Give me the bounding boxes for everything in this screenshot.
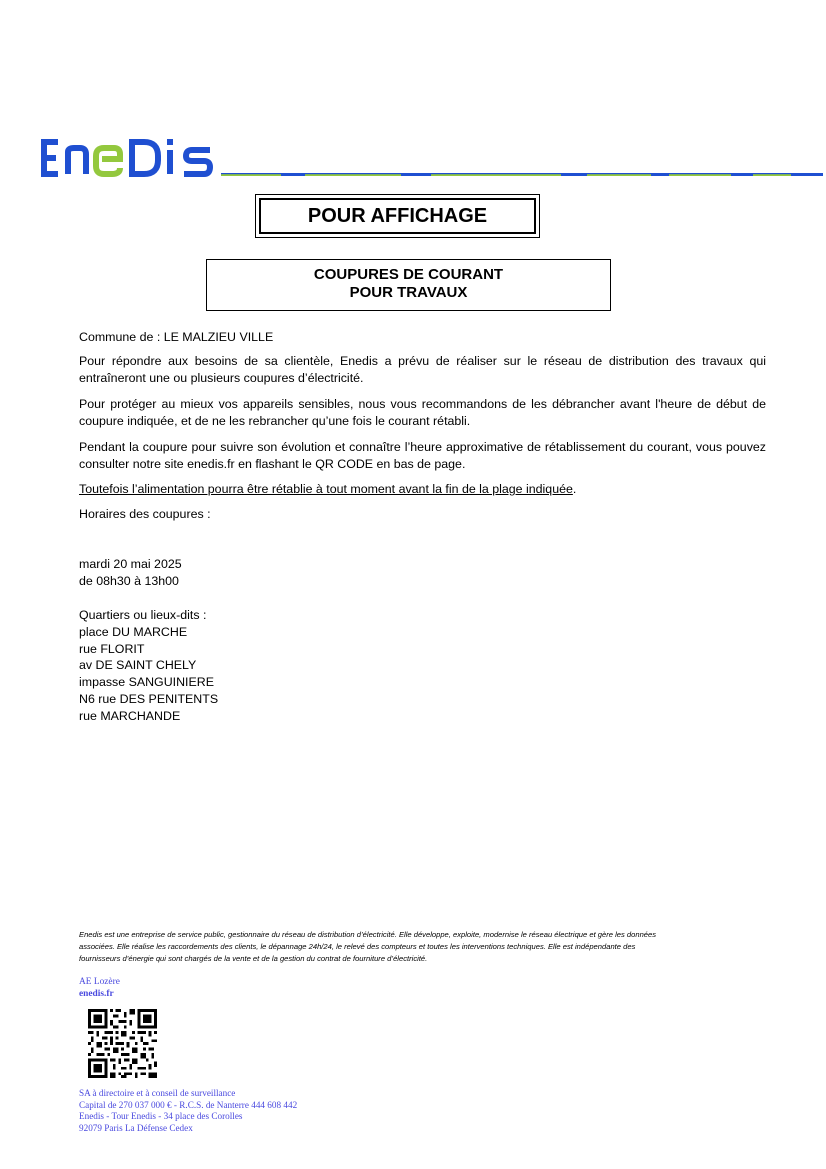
legal-notice	[79, 929, 769, 964]
enedis-logo	[40, 136, 215, 180]
location-item: rue MARCHANDE	[79, 708, 181, 723]
location-item: rue FLORIT	[79, 641, 145, 656]
agency-block	[79, 977, 120, 1000]
schedule-label: Horaires des coupures :	[79, 507, 211, 521]
footer-line-2: Capital de 270 037 000 € - R.C.S. de Nanterre 444 608 442	[79, 1099, 298, 1110]
legal-line-2: associées. Elle réalise les raccordements des clients, le dépannage 24h/24, le relevé des compteurs et toutes les interventions techniques. Elle est indépendante des	[79, 941, 636, 951]
qr-code-icon[interactable]	[88, 1009, 157, 1078]
locations-label: Quartiers ou lieux-dits :	[79, 608, 207, 622]
legal-line-1: Enedis est une entreprise de service public, gestionnaire du réseau de distribution d’électricité. Elle développe, exploite, modernise le réseau électrique et gère les données	[79, 930, 657, 939]
title-line-2: POUR TRAVAUX	[349, 284, 468, 301]
logo-baseline-line	[221, 173, 823, 176]
warning-text: Toutefois l’alimentation pourra être rétablie à tout moment avant la fin de la plage indiquée	[79, 482, 573, 496]
title-line-1: COUPURES DE COURANT	[313, 266, 504, 283]
warning-line	[79, 481, 766, 498]
agency-name: AE Lozère	[79, 977, 120, 987]
location-item: impasse SANGUINIERE	[79, 675, 214, 690]
warning-end: .	[572, 482, 577, 496]
agency-url[interactable]: enedis.fr	[79, 988, 114, 999]
legal-line-3: fournisseurs d’énergie qui sont chargés de la vente et de la gestion du contrat de fourniture d’électricité.	[79, 953, 428, 963]
footer-line-3: Enedis - Tour Enedis - 34 place des Corolles	[79, 1111, 243, 1121]
location-item: av DE SAINT CHELY	[79, 658, 197, 673]
paragraph-protect: Pour protéger au mieux vos appareils sensibles, nous vous recommandons de les débrancher avant l'heure de début de coupure indiquée, et de ne les rebrancher qu’une fois le courant rétabli.	[79, 397, 766, 428]
notice-box	[255, 194, 540, 238]
commune: Commune de : LE MALZIEU VILLE	[79, 330, 274, 344]
schedule-date: mardi 20 mai 2025	[79, 557, 182, 571]
footer-line-4: 92079 Paris La Défense Cedex	[79, 1122, 193, 1133]
notice-label: POUR AFFICHAGE	[259, 198, 536, 234]
paragraph-needs: Pour répondre aux besoins de sa clientèle, Enedis a prévu de réaliser sur le réseau de distribution des travaux qui entraîneront une ou plusieurs coupures d’électricité.	[79, 354, 766, 385]
company-footer	[79, 1088, 297, 1134]
locations	[79, 607, 218, 725]
location-item: N6 rue DES PENITENTS	[79, 691, 219, 706]
title-box	[206, 259, 611, 311]
location-item: place DU MARCHE	[79, 624, 188, 639]
schedule-time: de 08h30 à 13h00	[79, 573, 179, 588]
paragraph-follow: Pendant la coupure pour suivre son évolution et connaître l’heure approximative de rétablissement du courant, vous pouvez consulter notre site enedis.fr en flashant le QR CODE en bas de page.	[79, 440, 766, 471]
footer-line-1: SA à directoire et à conseil de surveillance	[79, 1088, 236, 1098]
schedule	[79, 556, 182, 590]
